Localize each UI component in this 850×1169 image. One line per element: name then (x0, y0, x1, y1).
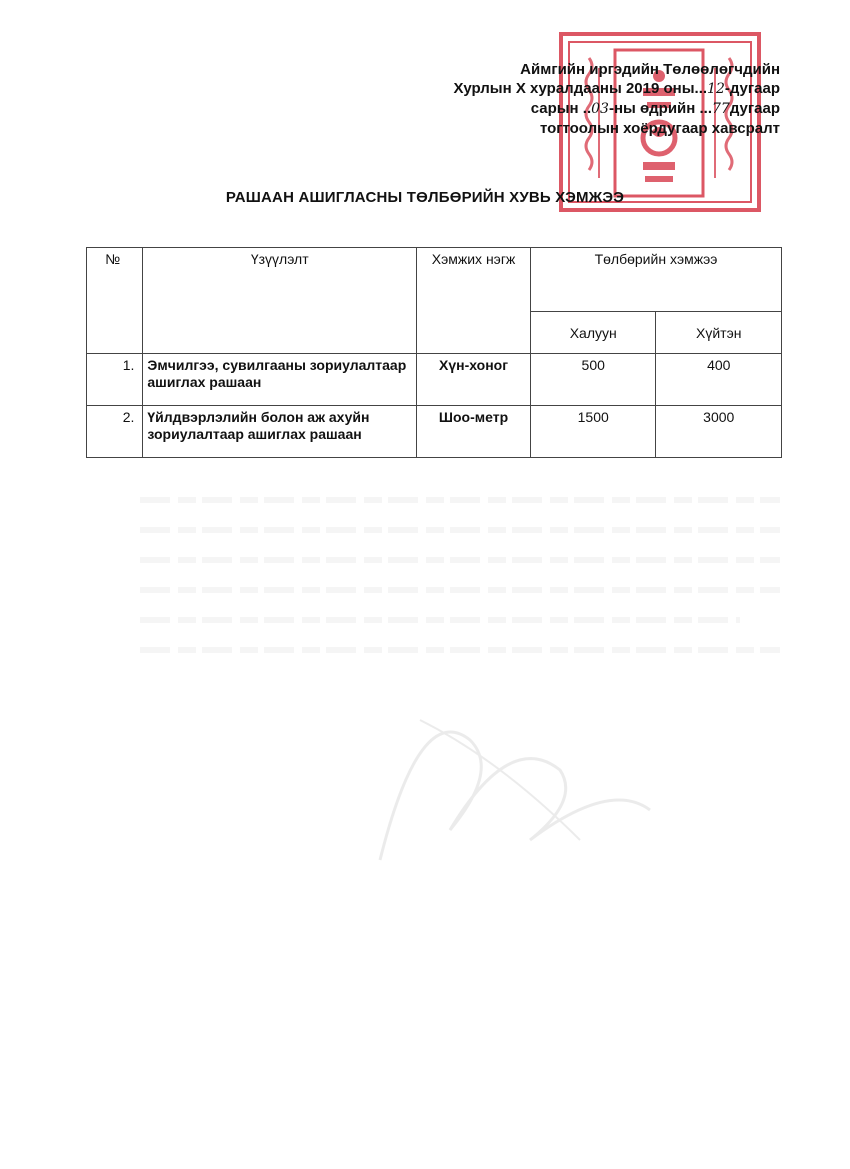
header-line-1: Аймгийн иргэдийн Төлөөлөгчдийн (520, 61, 780, 78)
row-1-no: 1. (87, 354, 143, 406)
header-line-2-suffix: -дугаар (724, 80, 780, 97)
row-2-unit: Шоо-метр (417, 406, 531, 458)
row-1-cold: 400 (656, 354, 782, 406)
row-2-no: 2. (87, 406, 143, 458)
row-2-cold: 3000 (656, 406, 782, 458)
row-1-indicator: Эмчилгээ, сувилгааны зориулалтаар ашиглах рашаан (143, 354, 417, 406)
table-row (87, 406, 782, 458)
header-line-3-suffix: дугаар (729, 100, 780, 117)
col-header-unit: Хэмжих нэгж (417, 248, 531, 354)
header-line-2-text: Хурлын Х хуралдааны 2019 оны... (453, 80, 708, 97)
col-header-no: № (87, 248, 143, 354)
col-header-cold: Хүйтэн (656, 312, 782, 354)
header-line-4: тогтоолын хоёрдугаар хавсралт (539, 120, 780, 137)
row-2-indicator: Үйлдвэрлэлийн болон аж ахуйн зориулалтаар ашиглах рашаан (143, 406, 417, 458)
header-line-2 (454, 79, 780, 99)
row-2-hot: 1500 (530, 406, 656, 458)
col-header-indicator: Үзүүлэлт (143, 248, 417, 354)
resolution-annex-reference (454, 60, 780, 138)
header-line-3-text: сарын .. (530, 100, 592, 117)
handwritten-month: 12 (707, 81, 725, 97)
row-1-hot: 500 (530, 354, 656, 406)
handwritten-number: 77 (712, 101, 730, 117)
page-title: РАШААН АШИГЛАСНЫ ТӨЛБӨРИЙН ХУВЬ ХЭМЖЭЭ (225, 189, 625, 206)
col-header-hot: Халуун (530, 312, 656, 354)
handwritten-day: 03 (591, 101, 609, 117)
row-1-unit: Хүн-хоног (417, 354, 531, 406)
header-line-3 (454, 99, 780, 119)
fee-table (86, 247, 782, 458)
header-line-3-middle: -ны өдрийн ... (608, 100, 713, 117)
col-header-fee: Төлбөрийн хэмжээ (530, 248, 781, 312)
table-row (87, 354, 782, 406)
bleed-through-signature (360, 660, 700, 910)
table-header-row (87, 248, 782, 312)
